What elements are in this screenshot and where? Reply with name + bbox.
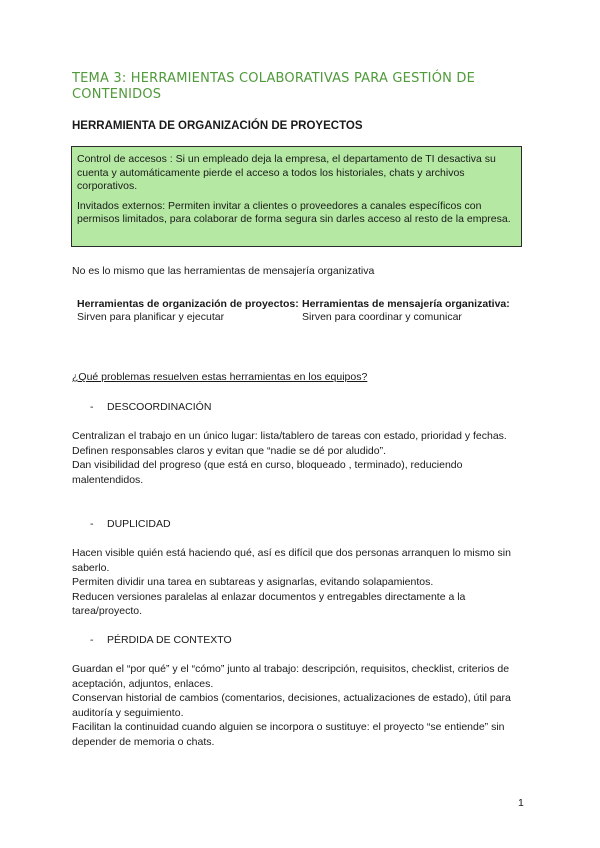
- paragraph-line: Hacen visible quién está haciendo qué, así es difícil que dos personas arranquen lo mismo sin saberlo.: [72, 547, 511, 574]
- section-paragraph-perdida-contexto: [72, 662, 527, 750]
- paragraph-line: Definen responsables claros y evitan que “nadie se dé por aludido”.: [72, 444, 387, 457]
- section-paragraph-descoordinacion: [72, 429, 527, 487]
- comparison-table: [77, 298, 527, 324]
- callout-external-guests: Invitados externos: Permiten invitar a clientes o proveedores a canales específicos con permisos limitados, para colaborar de forma segura sin darles acceso al resto de la empresa.: [77, 199, 511, 225]
- section-label-perdida-contexto: [90, 634, 232, 646]
- section-label-text: DESCOORDINACIÓN: [107, 401, 212, 413]
- paragraph-line: Guardan el “por qué” y el “cómo” junto al trabajo: descripción, requisitos, checklist, criterios de aceptación, adjuntos, enlaces.: [72, 663, 510, 690]
- section-label-duplicidad: [90, 518, 171, 530]
- comparison-column-projects: [77, 298, 302, 324]
- bullet-dash: -: [90, 518, 94, 530]
- paragraph-line: Permiten dividir una tarea en subtareas y asignarlas, evitando solapamientos.: [72, 576, 434, 589]
- comparison-column-messaging: [302, 298, 527, 324]
- bullet-dash: -: [90, 401, 94, 413]
- callout-access-control: Control de accesos : Si un empleado deja la empresa, el departamento de TI desactiva su cuenta y automáticamente pierde el acceso a todos los historiales, chats y archivos corporativos.: [77, 153, 496, 192]
- page-number: 1: [518, 797, 524, 809]
- page-title: TEMA 3: HERRAMIENTAS COLABORATIVAS PARA GESTIÓN DE CONTENIDOS: [72, 71, 476, 102]
- section-label-text: PÉRDIDA DE CONTEXTO: [107, 634, 232, 646]
- intro-text: No es lo mismo que las herramientas de mensajería organizativa: [72, 265, 375, 277]
- paragraph-line: Conservan historial de cambios (comentarios, decisiones, actualizaciones de estado), útil para auditoría y seguimiento.: [72, 692, 511, 719]
- section-paragraph-duplicidad: [72, 546, 527, 619]
- highlight-callout-box: [71, 146, 522, 247]
- paragraph-line: Dan visibilidad del progreso (que está en curso, bloqueado , terminado), reduciendo malentendidos.: [72, 459, 463, 486]
- paragraph-line: Centralizan el trabajo en un único lugar: lista/tablero de tareas con estado, prioridad y fechas.: [72, 430, 507, 442]
- comparison-text-projects: Sirven para planificar y ejecutar: [77, 311, 225, 323]
- section-label-descoordinacion: [90, 401, 211, 413]
- question-heading: ¿Qué problemas resuelven estas herramientas en los equipos?: [72, 371, 368, 383]
- paragraph-line: Facilitan la continuidad cuando alguien se incorpora o sustituye: el proyecto “se entiende” sin depender de memoria o chats.: [72, 721, 505, 748]
- comparison-title-messaging: Herramientas de mensajería organizativa:: [302, 298, 510, 310]
- paragraph-line: Reducen versiones paralelas al enlazar documentos y entregables directamente a la tarea/proyecto.: [72, 590, 466, 618]
- bullet-dash: -: [90, 634, 94, 646]
- section-label-text: DUPLICIDAD: [107, 518, 171, 530]
- comparison-text-messaging: Sirven para coordinar y comunicar: [302, 311, 462, 323]
- comparison-title-projects: Herramientas de organización de proyectos:: [77, 298, 299, 310]
- section-heading: HERRAMIENTA DE ORGANIZACIÓN DE PROYECTOS: [72, 120, 363, 132]
